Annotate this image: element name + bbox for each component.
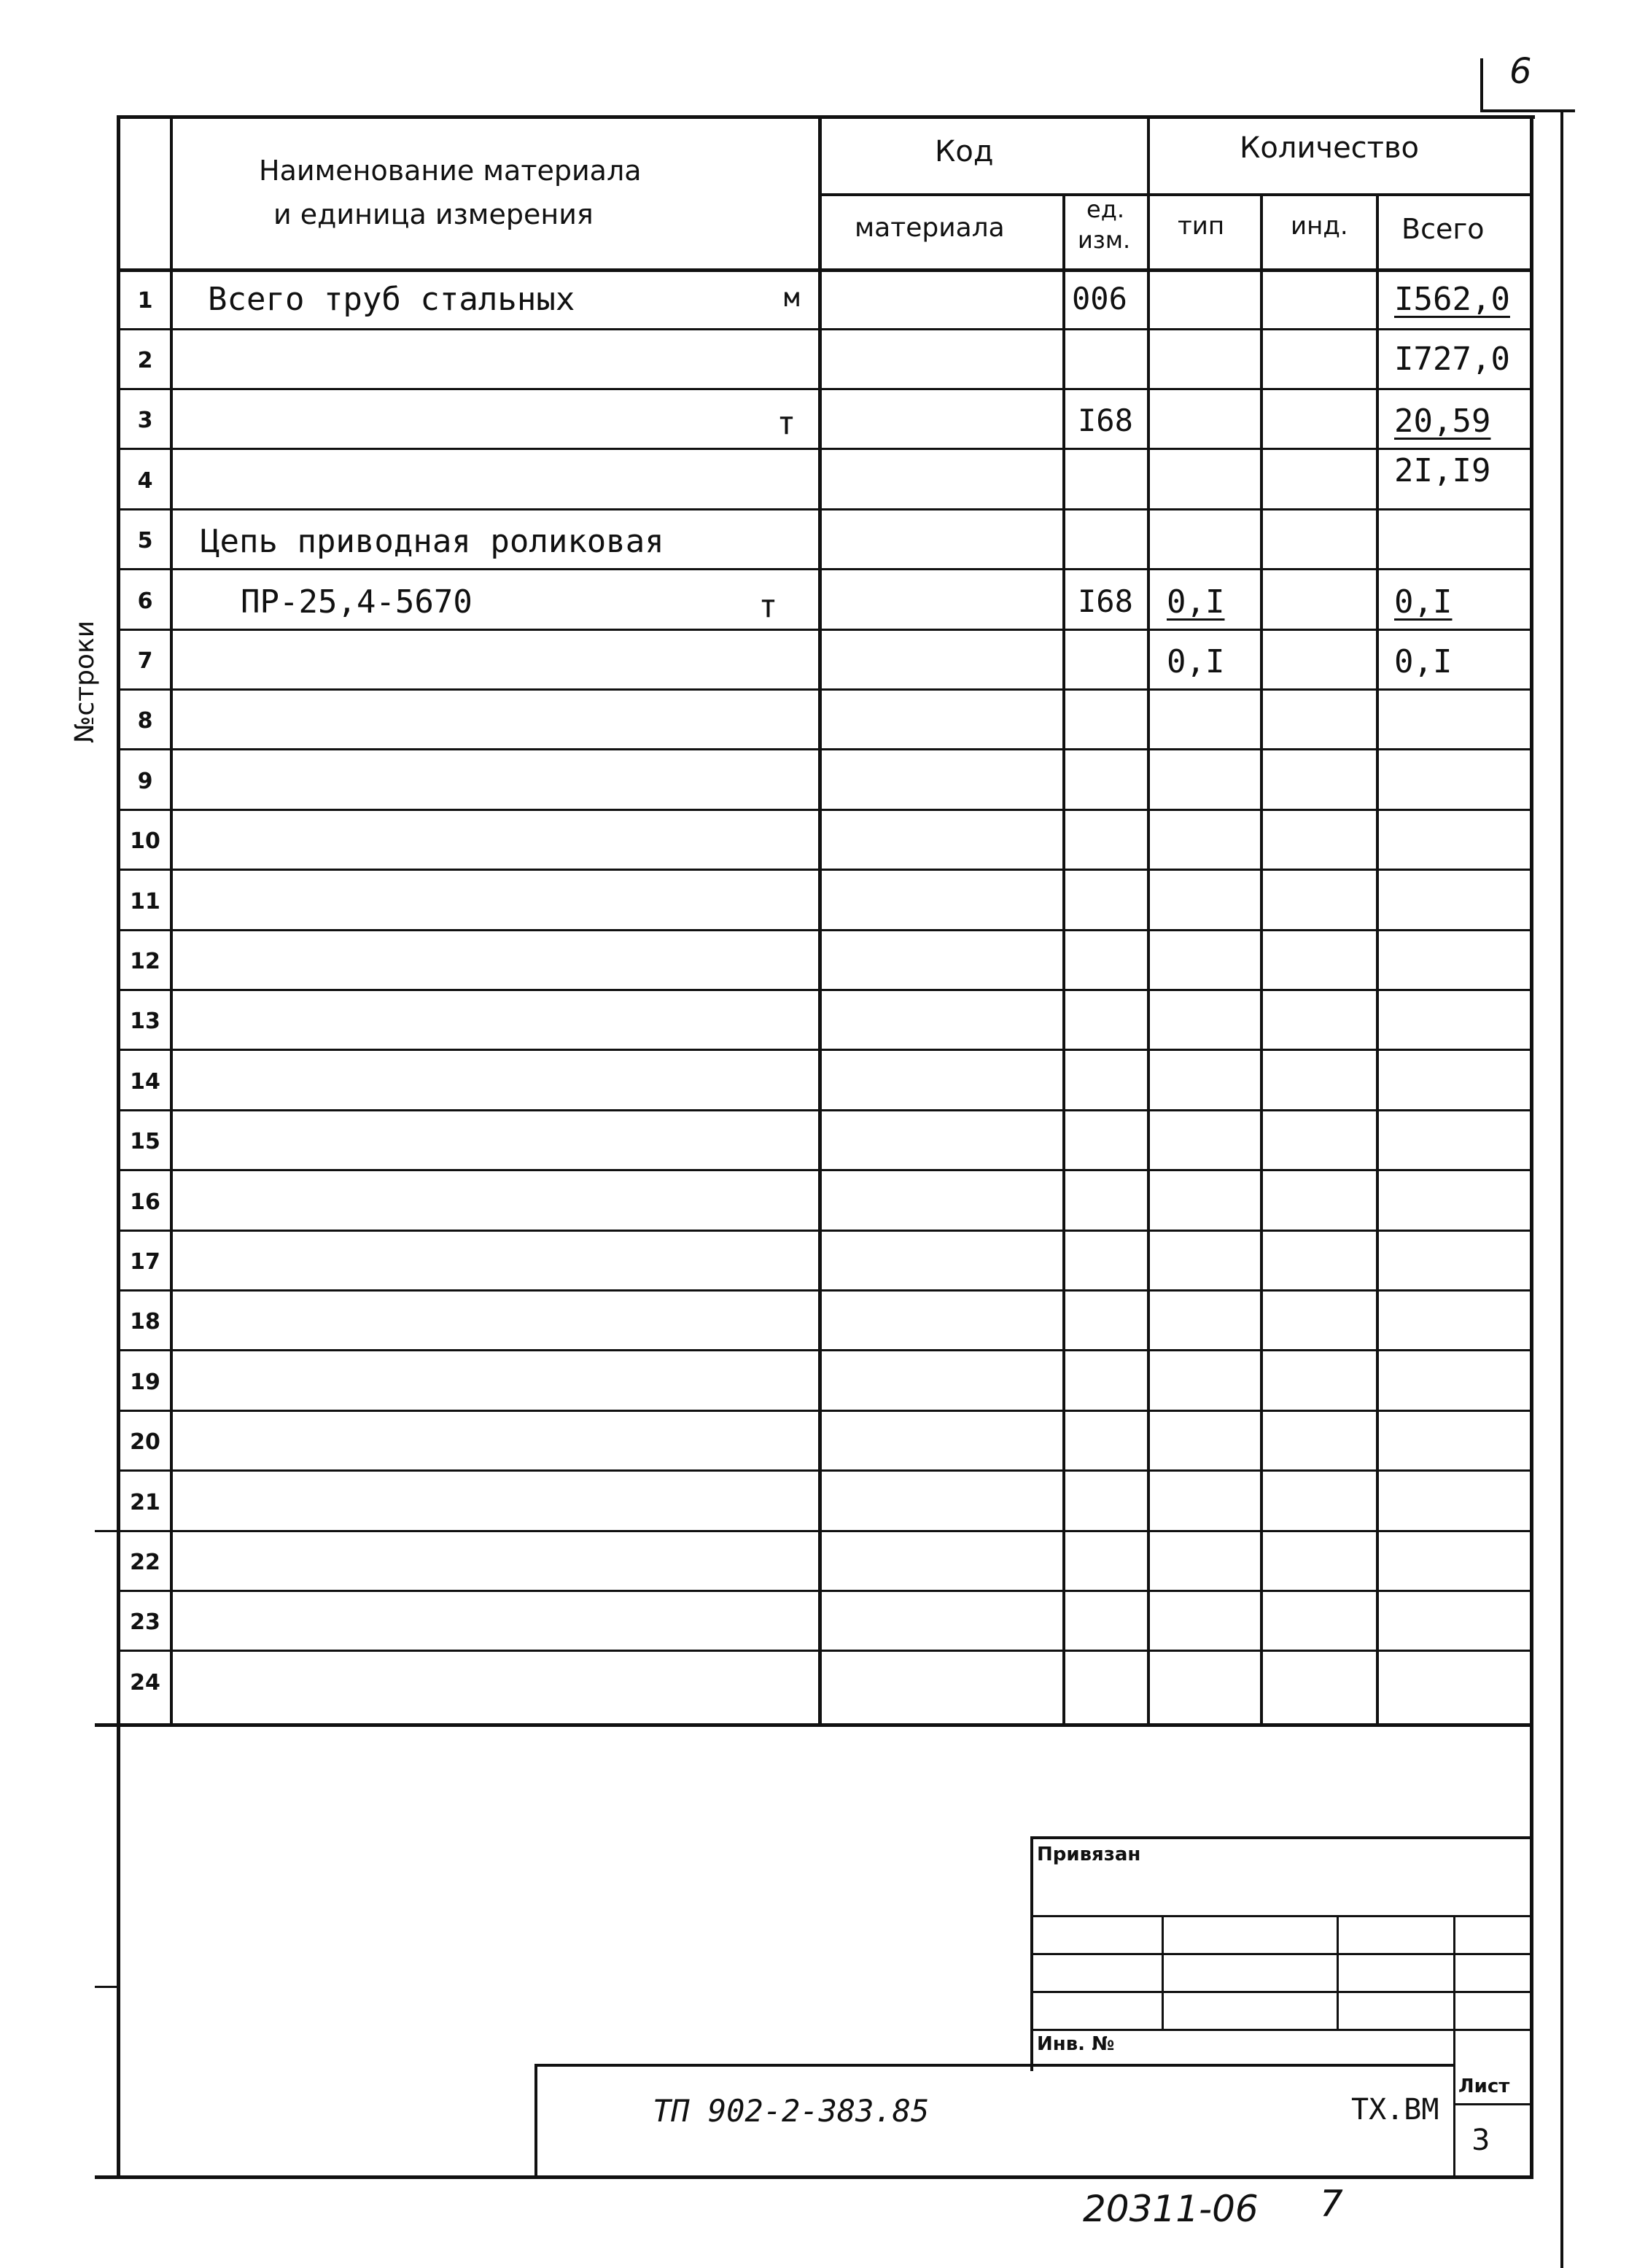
row-number: 6 (137, 589, 153, 614)
ind-header: инд. (1291, 211, 1348, 241)
row-number: 12 (130, 949, 160, 974)
row-number: 18 (130, 1309, 160, 1335)
total-value: 20,59 (1394, 403, 1491, 440)
page-number: 6 (1509, 51, 1532, 92)
row-number: 22 (130, 1550, 160, 1575)
frame-top (117, 115, 1535, 119)
row-line (117, 929, 1533, 931)
row-number: 23 (130, 1609, 160, 1635)
inventory-label: Инв. № (1037, 2033, 1115, 2055)
document-code: ТП 902-2-383.85 (653, 2093, 930, 2129)
row-number: 16 (130, 1189, 160, 1215)
type-value: 0,I (1167, 643, 1225, 680)
stamp-line (1030, 1915, 1532, 1917)
col-line-ind (1376, 193, 1379, 1725)
total-value: 0,I (1394, 583, 1453, 621)
row-number: 24 (130, 1670, 160, 1696)
row-number: 19 (130, 1370, 160, 1395)
sheet-number: 3 (1471, 2124, 1490, 2157)
row-line (117, 1530, 1533, 1532)
row-line (117, 1349, 1533, 1351)
outer-margin-line (1560, 109, 1563, 2268)
col-line-matcode (1062, 193, 1065, 1725)
row-number: 1 (137, 288, 153, 314)
total-value: 2I,I9 (1394, 452, 1491, 489)
row-line (117, 1289, 1533, 1292)
row-line (117, 1169, 1533, 1171)
row-line (117, 1049, 1533, 1051)
type-header: тип (1178, 211, 1225, 241)
material-name: ПР-25,4-5670 (241, 583, 473, 621)
stamp-main-left (534, 2064, 537, 2178)
unit-code: 006 (1072, 281, 1127, 316)
unit-code: I68 (1078, 583, 1133, 619)
row-line (117, 688, 1533, 691)
left-tick-2 (95, 1986, 120, 1988)
row-line (117, 568, 1533, 570)
name-header-line2: и единица измерения (273, 198, 594, 230)
row-number: 5 (137, 528, 153, 554)
sheet-label: Лист (1458, 2075, 1510, 2097)
row-number: 15 (130, 1129, 160, 1154)
total-value: I562,0 (1394, 281, 1510, 318)
left-tick-1 (95, 1530, 120, 1532)
row-number: 20 (130, 1429, 160, 1455)
total-header: Всего (1401, 213, 1485, 245)
row-number: 21 (130, 1490, 160, 1515)
row-line (117, 748, 1533, 750)
row-line (117, 1590, 1533, 1592)
stamp-col (1162, 1915, 1164, 2030)
col-line-name (818, 115, 822, 1725)
sheet-label-line (1453, 2103, 1532, 2105)
header-bottom-line (117, 268, 1533, 272)
frame-right (1530, 115, 1533, 2179)
section-code: ТХ.ВМ (1351, 2093, 1439, 2127)
row-number: 4 (137, 468, 153, 494)
row-line (117, 1109, 1533, 1111)
row-number: 14 (130, 1069, 160, 1095)
frame-bottom (95, 2175, 1533, 2179)
row-line (117, 869, 1533, 871)
material-name: Цепь приводная роликовая (201, 523, 664, 560)
footer-number: 7 (1320, 2183, 1343, 2225)
row-number: 13 (130, 1009, 160, 1034)
footer-handwritten-number: 20311-06 (1083, 2188, 1259, 2230)
quantity-header: Количество (1240, 131, 1420, 165)
name-header-line1: Наименование материала (259, 155, 642, 187)
row-line (117, 629, 1533, 631)
unit-sign: т (758, 588, 778, 625)
row-line (117, 1410, 1533, 1412)
row-number: 11 (130, 889, 160, 914)
row-line (117, 989, 1533, 991)
stamp-col (1453, 1915, 1455, 2178)
unit-header-line1: ед. (1086, 195, 1124, 223)
unit-sign: т (777, 405, 796, 442)
total-value: I727,0 (1394, 341, 1510, 378)
col-line-unit (1147, 115, 1150, 1725)
row-number: 2 (137, 348, 153, 373)
stamp-top (1030, 1836, 1532, 1839)
table-bottom-line (95, 1723, 1533, 1727)
material-name: Всего труб стальных (208, 281, 575, 318)
unit-header-line2: изм. (1078, 226, 1131, 254)
code-header: Код (935, 135, 994, 168)
attached-label: Привязан (1037, 1844, 1141, 1865)
stamp-main-top (534, 2064, 1455, 2067)
stamp-line (1030, 1991, 1532, 1993)
row-number-header: №строки (70, 620, 100, 744)
row-line (117, 328, 1533, 330)
total-value: 0,I (1394, 643, 1453, 680)
row-number: 3 (137, 408, 153, 433)
header-mid-line (818, 193, 1533, 196)
unit-code: I68 (1078, 403, 1133, 438)
row-line (117, 809, 1533, 811)
row-number: 17 (130, 1249, 160, 1275)
stamp-col (1337, 1915, 1339, 2030)
row-number: 9 (137, 769, 153, 794)
type-value: 0,I (1167, 583, 1225, 621)
row-number: 7 (137, 648, 153, 674)
row-number: 10 (130, 828, 160, 854)
unit-sign: м (784, 283, 800, 313)
row-line (117, 388, 1533, 390)
material-code-header: материала (855, 213, 1005, 243)
row-line (117, 508, 1533, 510)
row-number: 8 (137, 708, 153, 734)
row-line (117, 1650, 1533, 1652)
stamp-line (1030, 1953, 1532, 1955)
page-number-box-left (1480, 58, 1483, 111)
col-line-type (1260, 193, 1263, 1725)
stamp-line (1030, 2029, 1532, 2031)
row-line (117, 448, 1533, 450)
row-line (117, 1230, 1533, 1232)
row-line (117, 1469, 1533, 1472)
